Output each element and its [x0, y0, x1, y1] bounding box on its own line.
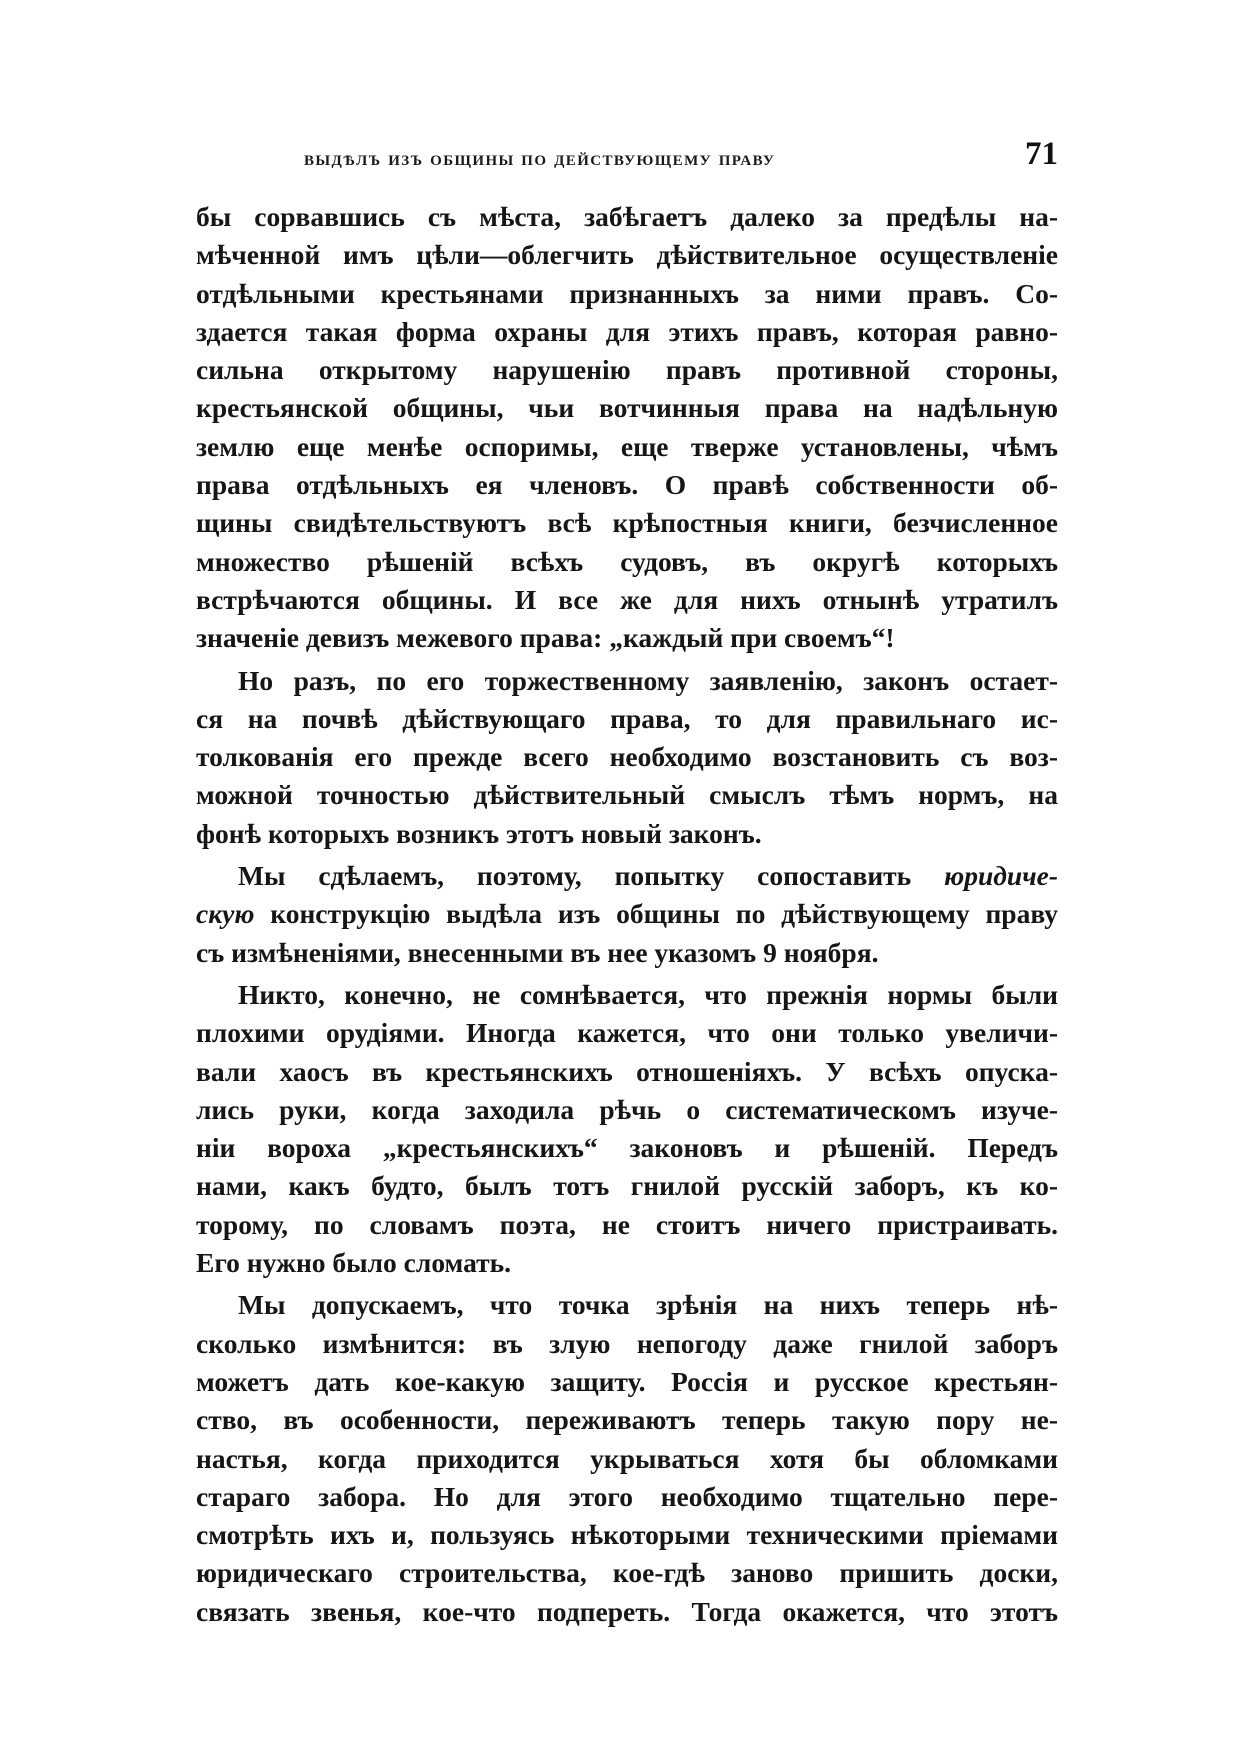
- paragraph-3: [196, 857, 1058, 972]
- text-line: [196, 857, 1058, 895]
- text-line: [196, 895, 1058, 933]
- paragraph-1: [196, 198, 1058, 658]
- text-line: лись руки, когда заходила рѣчь о систематическомъ изуче-: [196, 1093, 1058, 1125]
- paragraph-2: [196, 662, 1058, 853]
- text-line: настья, когда приходится укрываться хотя бы обломками: [196, 1442, 1058, 1474]
- text-line: Но разъ, по его торжественному заявленію, законъ остает-: [238, 664, 1058, 696]
- text-line: Никто, конечно, не сомнѣвается, что прежнія нормы были: [238, 978, 1058, 1010]
- text-line: Его нужно было сломать.: [196, 1247, 512, 1279]
- text-line: толкованія его прежде всего необходимо возстановить съ воз-: [196, 741, 1058, 773]
- running-title: выдѣлъ изъ общины по действующему праву: [304, 146, 776, 170]
- page-number: 71: [1025, 136, 1058, 172]
- text-line: крестьянской общины, чьи вотчинныя права на надѣльную: [196, 392, 1058, 424]
- text-line: здается такая форма охраны для этихъ правъ, которая равно-: [196, 315, 1058, 347]
- paragraph-5: [196, 1286, 1058, 1631]
- text-line: ство, въ особенности, переживаютъ теперь такую пору не-: [196, 1404, 1058, 1436]
- text-line: смотрѣть ихъ и, пользуясь нѣкоторыми техническими пріемами: [196, 1519, 1058, 1551]
- text-line: отдѣльными крестьянами признанныхъ за ними правъ. Со-: [196, 277, 1058, 309]
- running-head: [196, 136, 1066, 176]
- text-line: щины свидѣтельствуютъ всѣ крѣпостныя книги, безчисленное: [196, 507, 1058, 539]
- text-run: конструкцію выдѣла изъ общины по дѣйствующему праву: [254, 898, 1058, 930]
- text-line: юридическаго строительства, кое-гдѣ заново пришить доски,: [196, 1557, 1058, 1589]
- text-line: множество рѣшеній всѣхъ судовъ, въ округѣ которыхъ: [196, 545, 1058, 577]
- text-line: фонѣ которыхъ возникъ этотъ новый законъ.: [196, 817, 762, 849]
- text-line: ніи вороха „крестьянскихъ“ законовъ и рѣшеній. Передъ: [196, 1132, 1058, 1164]
- text-line: можной точностью дѣйствительный смыслъ тѣмъ нормъ, на: [196, 779, 1058, 811]
- text-line: ся на почвѣ дѣйствующаго права, то для правильнаго ис-: [196, 702, 1058, 734]
- text-line: землю еще менѣе оспоримы, еще тверже установлены, чѣмъ: [196, 430, 1058, 462]
- text-line: нами, какъ будто, былъ тотъ гнилой русскій заборъ, къ ко-: [196, 1170, 1058, 1202]
- paragraph-4: [196, 976, 1058, 1282]
- italic-run: скую: [196, 898, 255, 930]
- text-line: связать звенья, кое-что подпереть. Тогда окажется, что этотъ: [196, 1595, 1058, 1627]
- text-line: вали хаосъ въ крестьянскихъ отношеніяхъ. У всѣхъ опуска-: [196, 1055, 1058, 1087]
- text-run: Мы сдѣлаемъ, поэтому, попытку сопоставить: [238, 860, 945, 892]
- italic-run: юридиче-: [944, 860, 1058, 892]
- text-line: мѣченной имъ цѣли—облегчить дѣйствительное осуществленіе: [196, 239, 1058, 271]
- text-line: сильна открытому нарушенію правъ противной стороны,: [196, 354, 1058, 386]
- text-line: встрѣчаются общины. И все же для нихъ отнынѣ утратилъ: [196, 583, 1058, 615]
- text-line: торому, по словамъ поэта, не стоитъ ничего пристраивать.: [196, 1208, 1058, 1240]
- text-line: съ измѣненіями, внесенными въ нее указомъ 9 ноября.: [196, 936, 879, 968]
- text-line: Мы допускаемъ, что точка зрѣнія на нихъ теперь нѣ-: [238, 1289, 1058, 1321]
- text-line: можетъ дать кое-какую защиту. Россія и русское крестьян-: [196, 1365, 1058, 1397]
- text-line: стараго забора. Но для этого необходимо тщательно пере-: [196, 1480, 1058, 1512]
- text-line: права отдѣльныхъ ея членовъ. О правѣ собственности об-: [196, 469, 1058, 501]
- text-line: сколько измѣнится: въ злую непогоду даже гнилой заборъ: [196, 1327, 1058, 1359]
- text-line: значеніе девизъ межевого права: „каждый при своемъ“!: [196, 622, 895, 654]
- body-text: [196, 198, 1058, 1631]
- text-line: плохими орудіями. Иногда кажется, что они только увеличи-: [196, 1017, 1058, 1049]
- text-line: бы сорвавшись съ мѣста, забѣгаетъ далеко за предѣлы на-: [196, 201, 1058, 232]
